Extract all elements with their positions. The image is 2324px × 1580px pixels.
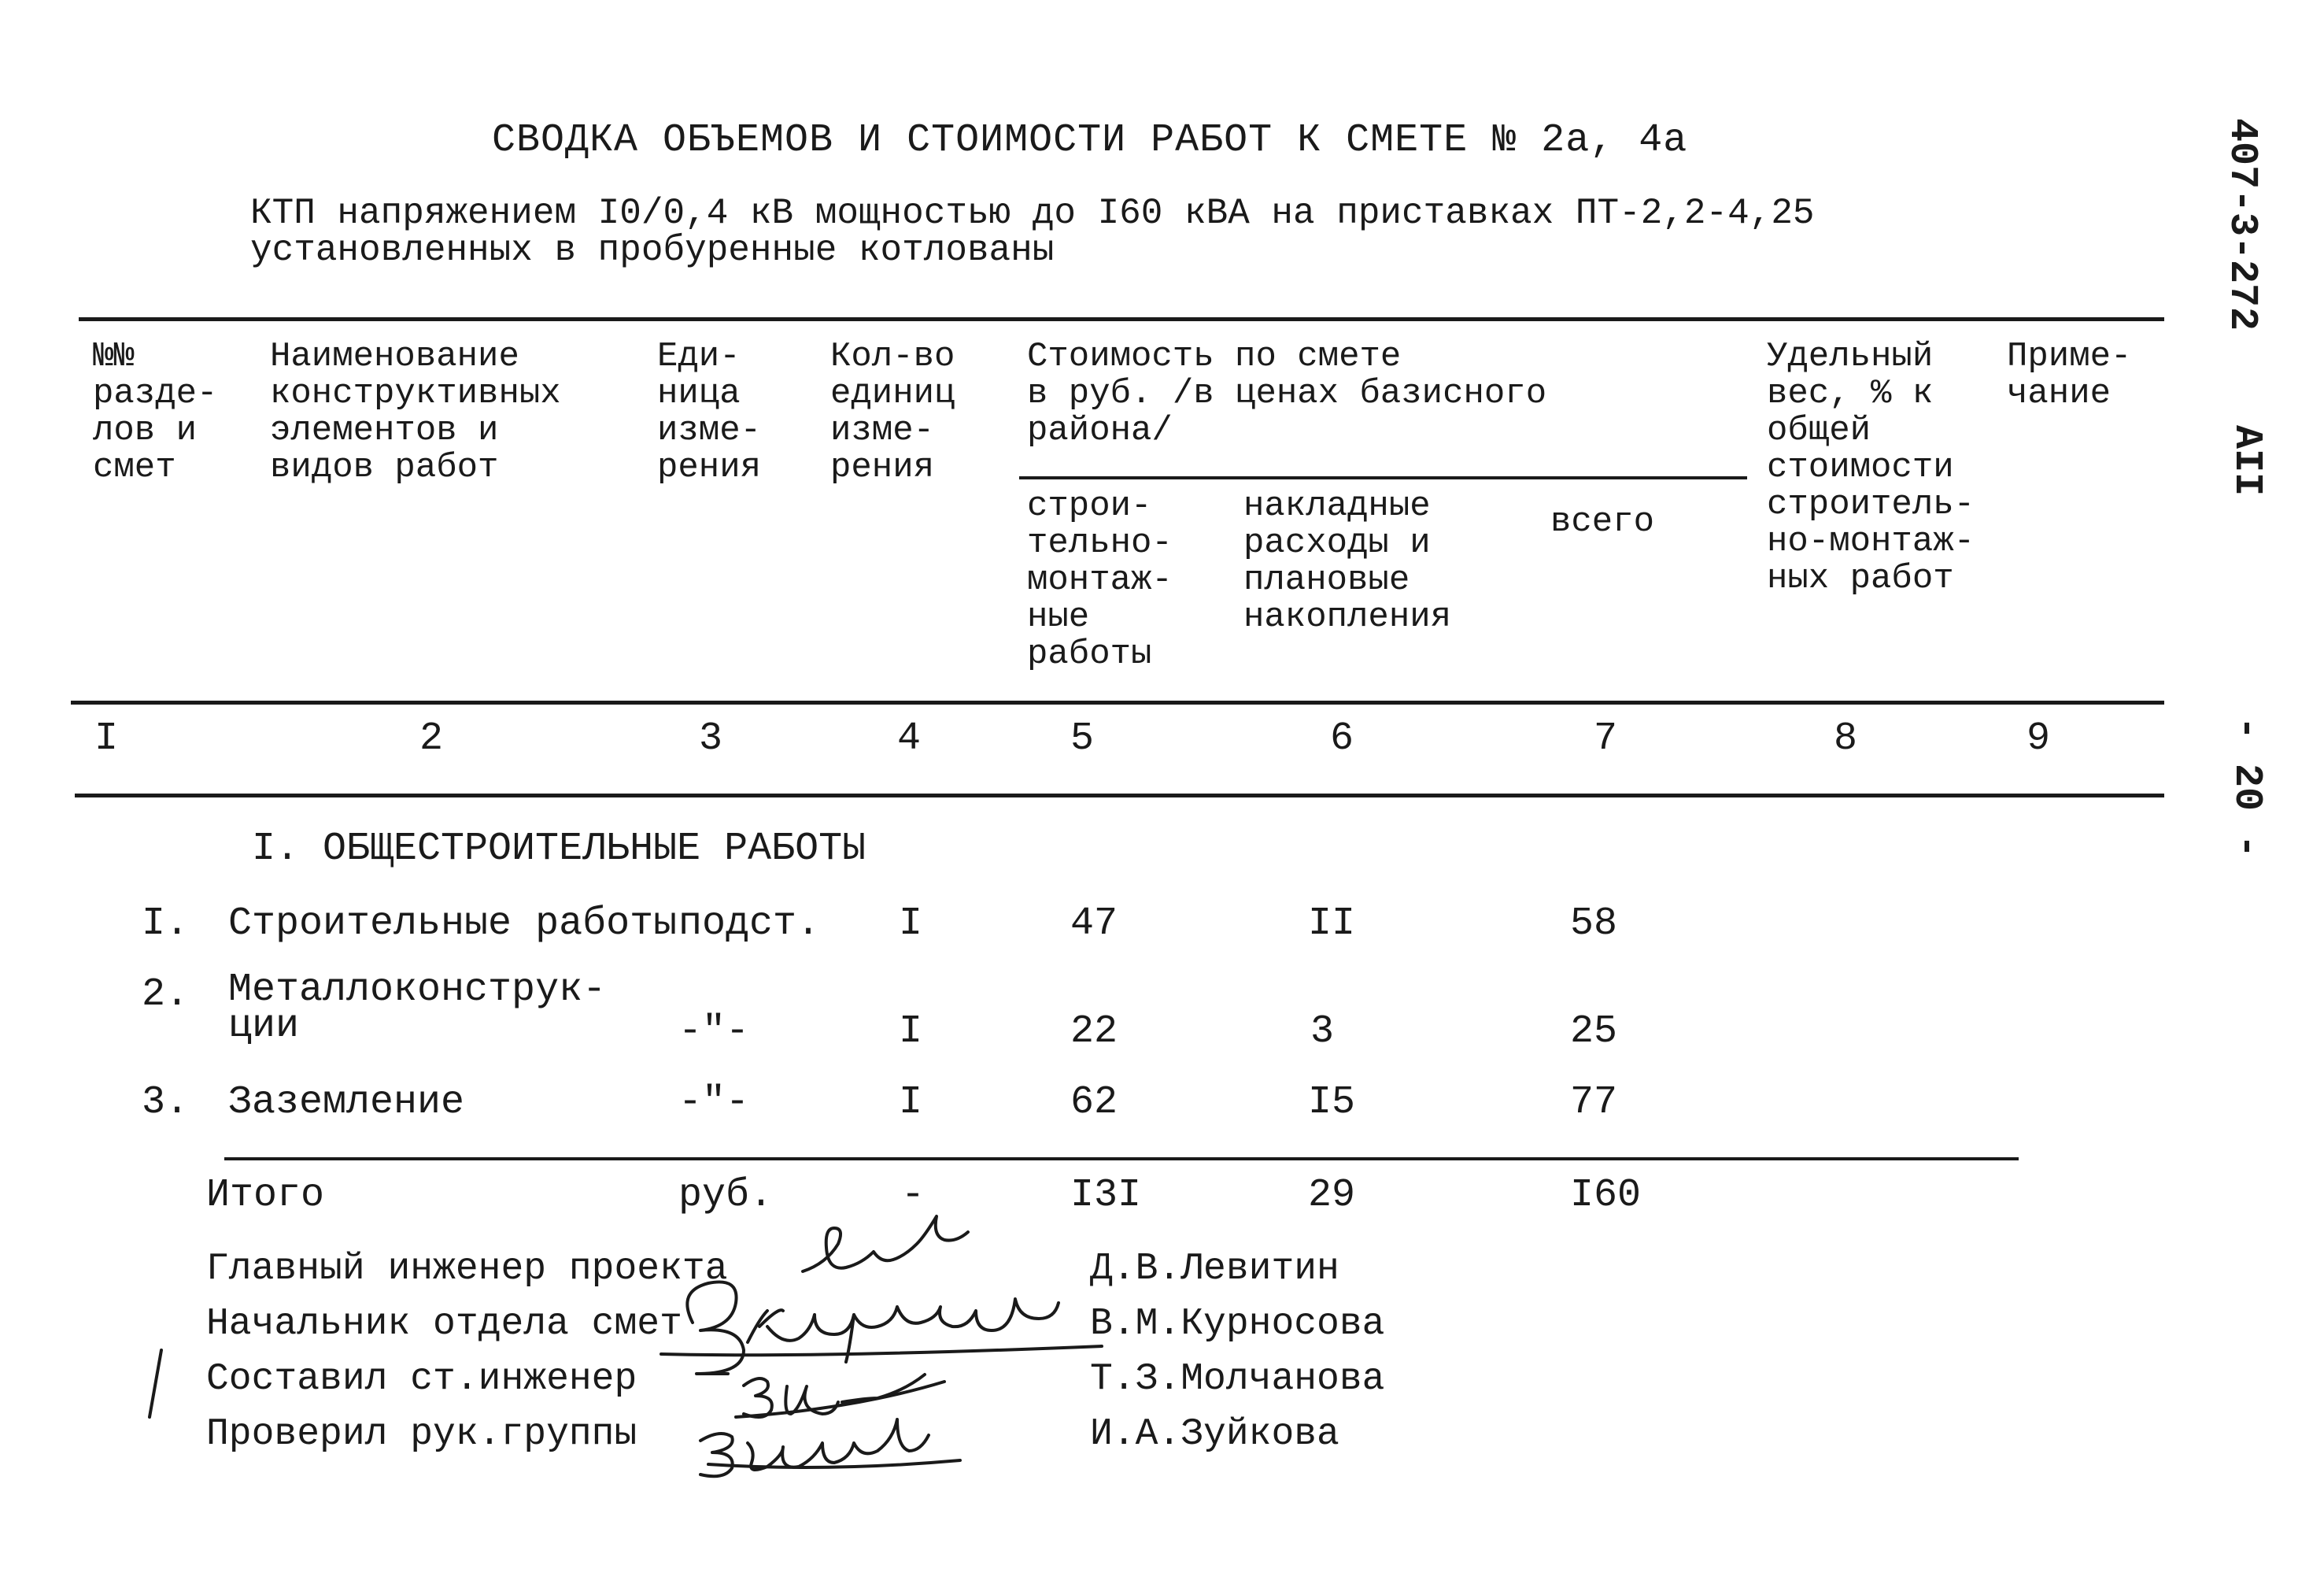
totals-overhead: 29 [1308, 1173, 1356, 1218]
totals-qty: - [901, 1173, 926, 1218]
header-total: всего [1550, 502, 1655, 542]
signature-name-estimates-head: В.М.Курносова [1090, 1303, 1385, 1345]
column-number-8: 8 [1834, 716, 1858, 761]
row-1-qty: I [899, 901, 923, 946]
row-3-unit: -"- [678, 1080, 750, 1125]
column-number-5: 5 [1070, 716, 1095, 761]
row-3-smr: 62 [1070, 1080, 1118, 1125]
signature-name-checked-by: И.А.Зуйкова [1090, 1413, 1339, 1456]
totals-unit: руб. [678, 1173, 774, 1218]
column-number-1: I [94, 716, 119, 761]
signature-name-compiled-by: Т.З.Молчанова [1090, 1358, 1385, 1401]
project-code: 407-3-272 [2219, 118, 2264, 331]
row-3-name: Заземление [228, 1080, 465, 1125]
header-construction-works: строи- тельно- монтаж- ные работы [1027, 487, 1173, 674]
header-unit: Еди- ница изме- рения [657, 337, 762, 487]
column-number-4: 4 [897, 716, 922, 761]
row-2-overhead: 3 [1310, 1009, 1335, 1054]
row-2-number: 2. [142, 972, 190, 1017]
column-number-9: 9 [2027, 716, 2051, 761]
row-1-name: Строительные работы [228, 901, 678, 946]
header-note: Приме- чание [2007, 337, 2132, 413]
row-3-total: 77 [1570, 1080, 1618, 1125]
row-2-total: 25 [1570, 1009, 1618, 1054]
header-quantity: Кол-во единиц изме- рения [830, 337, 955, 487]
section-title: I. ОБЩЕСТРОИТЕЛЬНЫЕ РАБОТЫ [252, 827, 866, 871]
totals-label: Итого [206, 1173, 325, 1218]
header-share-percent: Удельный вес, % к общей стоимости строитель- но-монтаж- ных работ [1767, 337, 1975, 598]
totals-smr: I3I [1070, 1173, 1142, 1218]
column-number-3: 3 [699, 716, 723, 761]
row-1-number: I. [142, 901, 190, 946]
column-number-6: 6 [1330, 716, 1354, 761]
page-number: - 20 - [2224, 716, 2269, 859]
totals-total: I60 [1570, 1173, 1642, 1218]
signature-role-chief-engineer: Главный инженер проекта [206, 1248, 728, 1290]
signature-role-estimates-head: Начальник отдела смет [206, 1303, 682, 1345]
header-element-name: Наименование конструктивных элементов и видов работ [270, 337, 561, 487]
header-section-number: №№ разде- лов и смет [93, 337, 218, 487]
row-2-name: Металлоконструк- ции [228, 968, 607, 1049]
album-number: АII [2224, 425, 2269, 497]
row-1-smr: 47 [1070, 901, 1118, 946]
signature-name-chief-engineer: Д.В.Левитин [1090, 1248, 1339, 1290]
row-3-qty: I [899, 1080, 923, 1125]
row-2-smr: 22 [1070, 1009, 1118, 1054]
column-number-7: 7 [1594, 716, 1618, 761]
row-1-overhead: II [1308, 901, 1356, 946]
row-3-number: 3. [142, 1080, 190, 1125]
row-1-total: 58 [1570, 901, 1618, 946]
header-cost-group: Стоимость по смете в руб. /в ценах базисного района/ [1027, 337, 1547, 450]
signature-role-compiled-by: Составил ст.инженер [206, 1358, 637, 1401]
column-number-2: 2 [419, 716, 444, 761]
document-title: СВОДКА ОБЪЕМОВ И СТОИМОСТИ РАБОТ К СМЕТЕ № 2а, 4а [492, 118, 1688, 163]
header-overheads: накладные расходы и плановые накопления [1243, 487, 1452, 637]
row-1-unit: подст. [678, 901, 821, 946]
signature-role-checked-by: Проверил рук.группы [206, 1413, 637, 1456]
document-subtitle-line-1: КТП напряжением I0/0,4 кВ мощностью до I60 кВА на приставках ПТ-2,2-4,25 [250, 193, 1815, 234]
document-subtitle-line-2: установленных в пробуренные котлованы [250, 230, 1055, 271]
row-2-qty: I [899, 1009, 923, 1054]
row-3-overhead: I5 [1308, 1080, 1356, 1125]
row-2-unit: -"- [678, 1009, 750, 1054]
